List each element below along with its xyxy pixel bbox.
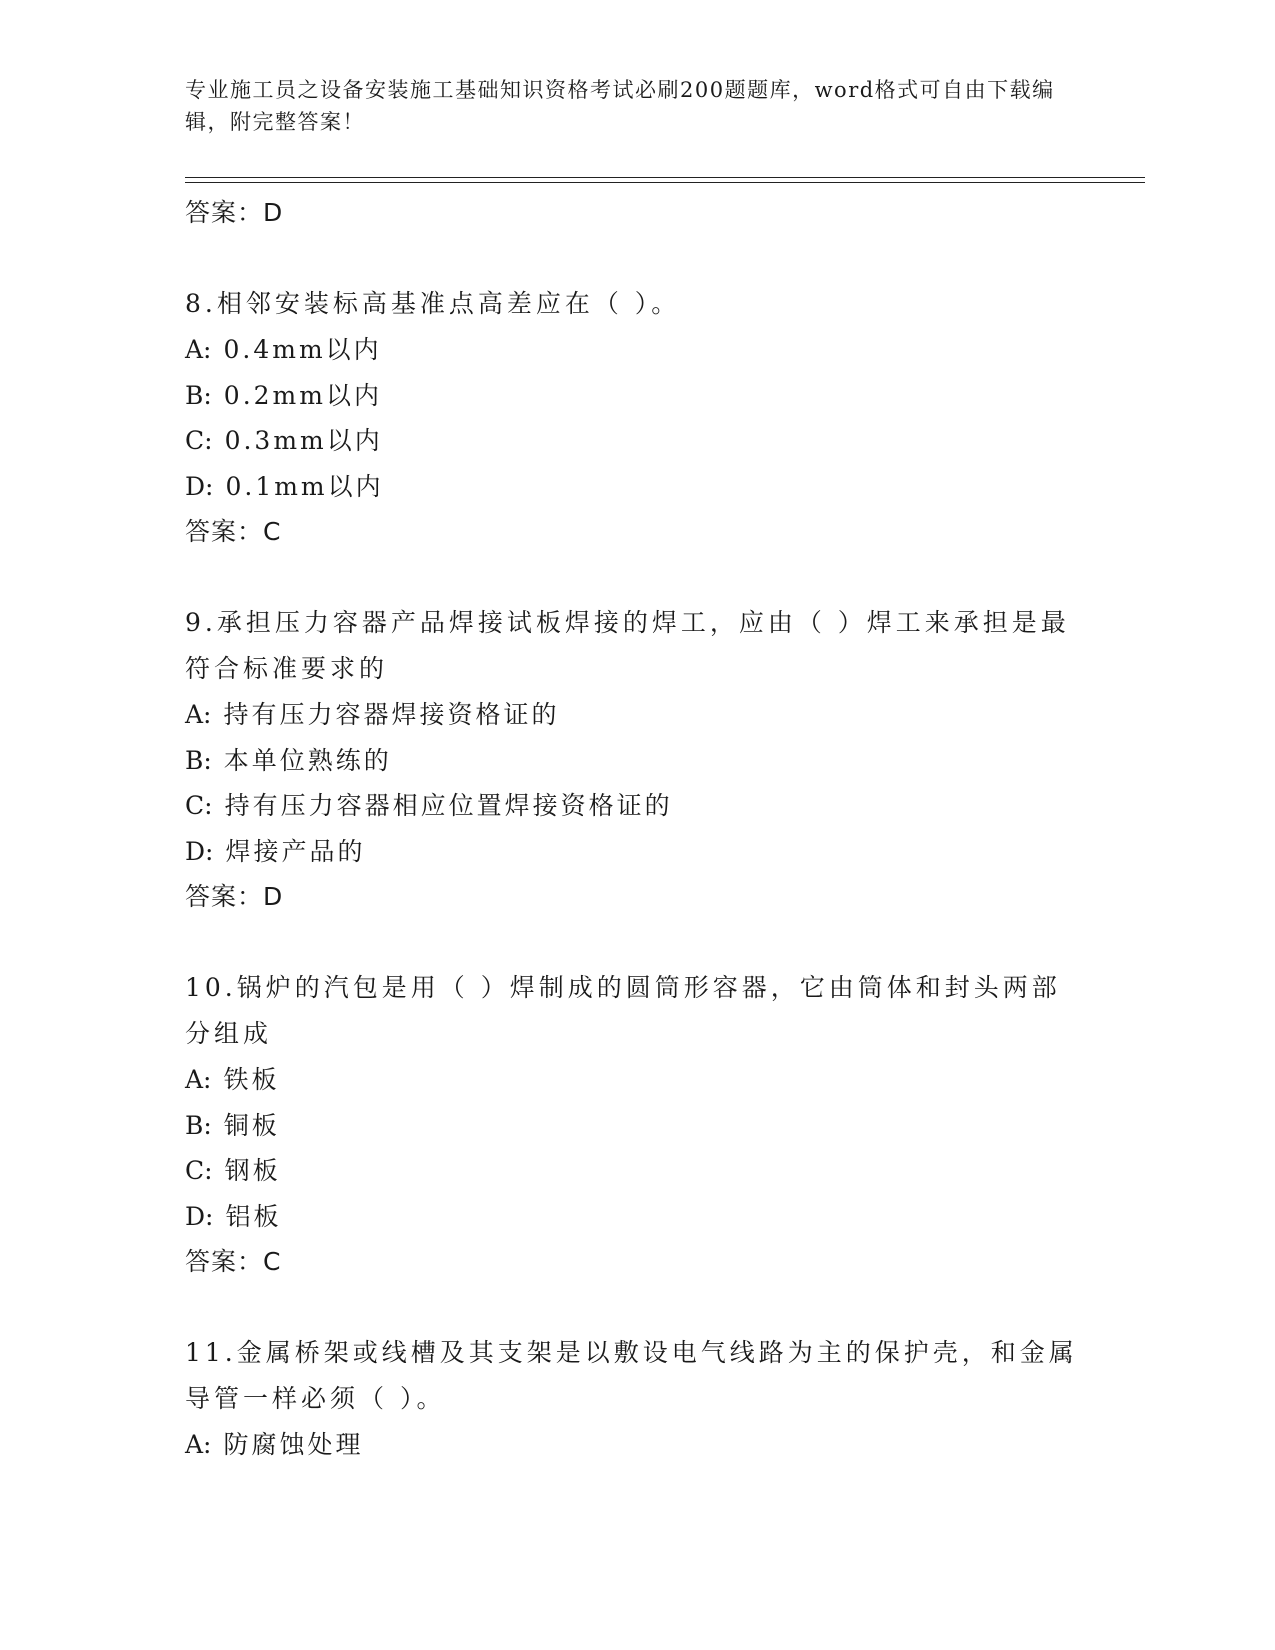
option-letter: B: [185,745,212,775]
question-block [185,1330,1085,1468]
option-c [185,783,1085,829]
question-block [185,965,1085,1284]
question-title: 11.金属桥架或线槽及其支架是以敷设电气线路为主的保护壳，和金属导管一样必须（ ）。 [185,1338,1078,1413]
option-text: 0.4mm以内 [223,335,382,364]
option-text: 铝板 [225,1201,282,1231]
document-body [185,190,1085,1468]
option-letter: C: [185,426,213,455]
option-text: 钢板 [224,1156,281,1185]
option-d [185,464,1085,510]
option-b [185,738,1085,784]
question-block [185,600,1085,919]
option-a [185,1422,1085,1468]
option-letter: C: [185,791,213,820]
question-answer: 答案：D [185,882,284,911]
previous-answer: 答案：D [185,198,284,227]
option-letter: A: [185,1065,212,1094]
option-d [185,829,1085,875]
option-letter: A: [185,335,212,364]
question-title: 8.相邻安装标高基准点高差应在（ ）。 [185,289,681,318]
option-text: 0.1mm以内 [225,471,384,501]
option-letter: A: [185,1430,212,1459]
document-header: 专业施工员之设备安装施工基础知识资格考试必刷200题题库，word格式可自由下载编辑，附完整答案！ [185,78,1055,134]
option-c [185,1148,1085,1194]
option-text: 防腐蚀处理 [223,1430,364,1459]
question-title: 10.锅炉的汽包是用（ ）焊制成的圆筒形容器，它由筒体和封头两部分组成 [185,973,1061,1048]
option-text: 本单位熟练的 [223,745,392,775]
option-letter: D: [185,836,214,866]
option-a [185,692,1085,738]
option-letter: B: [185,380,212,410]
option-text: 铜板 [223,1110,280,1140]
option-c [185,418,1085,464]
option-letter: B: [185,1110,212,1140]
option-letter: D: [185,471,214,501]
header-divider-bottom [185,182,1145,183]
option-d [185,1194,1085,1240]
option-a [185,1057,1085,1103]
option-text: 持有压力容器焊接资格证的 [223,700,560,729]
option-text: 铁板 [223,1065,280,1094]
question-block [185,281,1085,554]
option-text: 焊接产品的 [225,836,366,866]
option-text: 0.3mm以内 [224,426,383,455]
option-letter: C: [185,1156,213,1185]
option-letter: A: [185,700,212,729]
option-letter: D: [185,1201,214,1231]
option-b [185,373,1085,419]
option-b [185,1103,1085,1149]
question-title: 9.承担压力容器产品焊接试板焊接的焊工，应由（ ）焊工来承担是最符合标准要求的 [185,608,1070,683]
question-answer: 答案：C [185,517,282,546]
option-text: 0.2mm以内 [223,380,382,410]
header-divider-top [185,177,1145,178]
question-answer: 答案：C [185,1247,282,1276]
option-text: 持有压力容器相应位置焊接资格证的 [224,791,673,820]
option-a [185,327,1085,373]
